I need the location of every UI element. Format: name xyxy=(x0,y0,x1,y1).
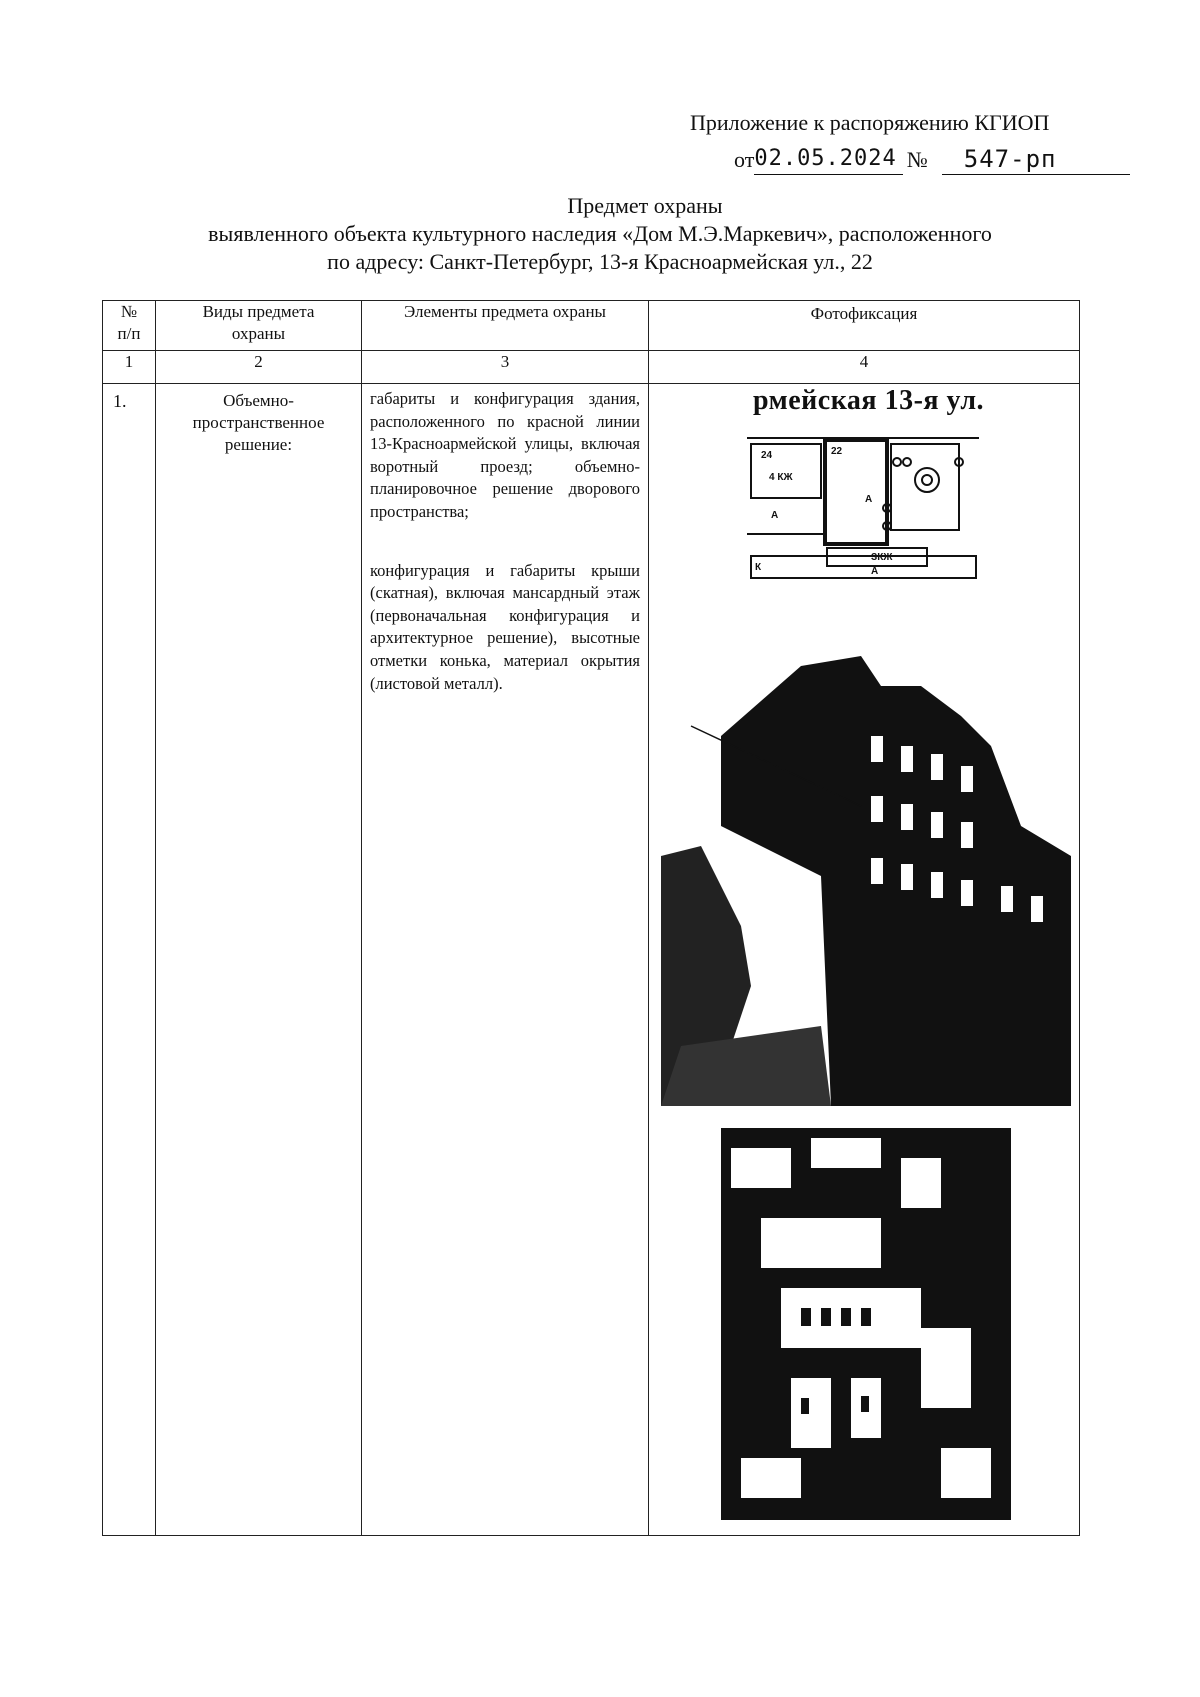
map-label: 22 xyxy=(831,446,843,457)
header-photos: Фотофиксация xyxy=(649,301,1080,351)
annex-number: 547-рп xyxy=(942,144,1130,175)
col-number-4: 4 xyxy=(649,351,1080,384)
header-type-line1: Виды предмета xyxy=(202,302,315,321)
header-num-label: п/п xyxy=(117,324,141,343)
map-label: 4 КЖ xyxy=(769,472,793,483)
protection-table xyxy=(102,300,1080,1536)
row-type-line: Объемно- xyxy=(223,391,294,410)
table-row xyxy=(103,384,1080,1536)
map-label: А xyxy=(871,566,879,577)
annex-date: 02.05.2024 xyxy=(754,144,902,175)
table-header-row xyxy=(103,301,1080,351)
col-number-3: 3 xyxy=(362,351,649,384)
annex-number-sign: № xyxy=(906,147,928,172)
element-paragraph: габариты и конфигурация здания, расположенного по красной линии 13-Красноармейской улицы, включая воротный проезд; объемно-планировочное решение дворового пространства; xyxy=(370,389,640,521)
title-line-2: выявленного объекта культурного наследия «Дом М.Э.Маркевич», расположенного xyxy=(208,221,992,246)
map-label: А xyxy=(865,494,873,505)
building-facade-photo xyxy=(661,626,1071,1106)
annex-header xyxy=(690,108,1130,175)
map-street-label: рмейская 13-я ул. xyxy=(753,385,985,416)
col-number-2: 2 xyxy=(156,351,362,384)
header-type xyxy=(156,301,362,351)
element-paragraph: конфигурация и габариты крыши (скатная), включая мансардный этаж (первоначальная конфигурация и архитектурное решение), высотные отметки конька, материал окрытия (листовой металл). xyxy=(370,560,640,693)
document-title xyxy=(0,192,1200,276)
map-label: А xyxy=(771,510,779,521)
annex-date-number xyxy=(734,144,1130,175)
map-label: К xyxy=(755,562,762,573)
row-photos xyxy=(649,384,1080,1536)
site-plan-map xyxy=(747,385,987,594)
row-type xyxy=(156,384,362,1536)
title-line-3: по адресу: Санкт-Петербург, 13-я Красноармейская ул., 22 xyxy=(327,249,873,274)
annex-line: Приложение к распоряжению КГИОП xyxy=(690,110,1050,135)
col-number-1: 1 xyxy=(103,351,156,384)
row-type-line: пространственное xyxy=(192,413,325,432)
map-drawing xyxy=(747,385,987,594)
title-line-1: Предмет охраны xyxy=(567,193,723,218)
annex-from-prefix: от xyxy=(734,147,755,172)
aerial-view-photo xyxy=(721,1128,1011,1520)
header-num xyxy=(103,301,156,351)
header-type-line2: охраны xyxy=(231,324,286,343)
row-type-line: решение: xyxy=(224,435,293,454)
map-label: 24 xyxy=(761,450,773,461)
row-number: 1. xyxy=(103,384,156,1536)
row-elements xyxy=(362,384,649,1536)
header-num-symbol: № xyxy=(120,302,138,321)
column-number-row xyxy=(103,351,1080,384)
map-label: ЗКЖ xyxy=(871,552,893,563)
header-elements: Элементы предмета охраны xyxy=(362,301,649,351)
